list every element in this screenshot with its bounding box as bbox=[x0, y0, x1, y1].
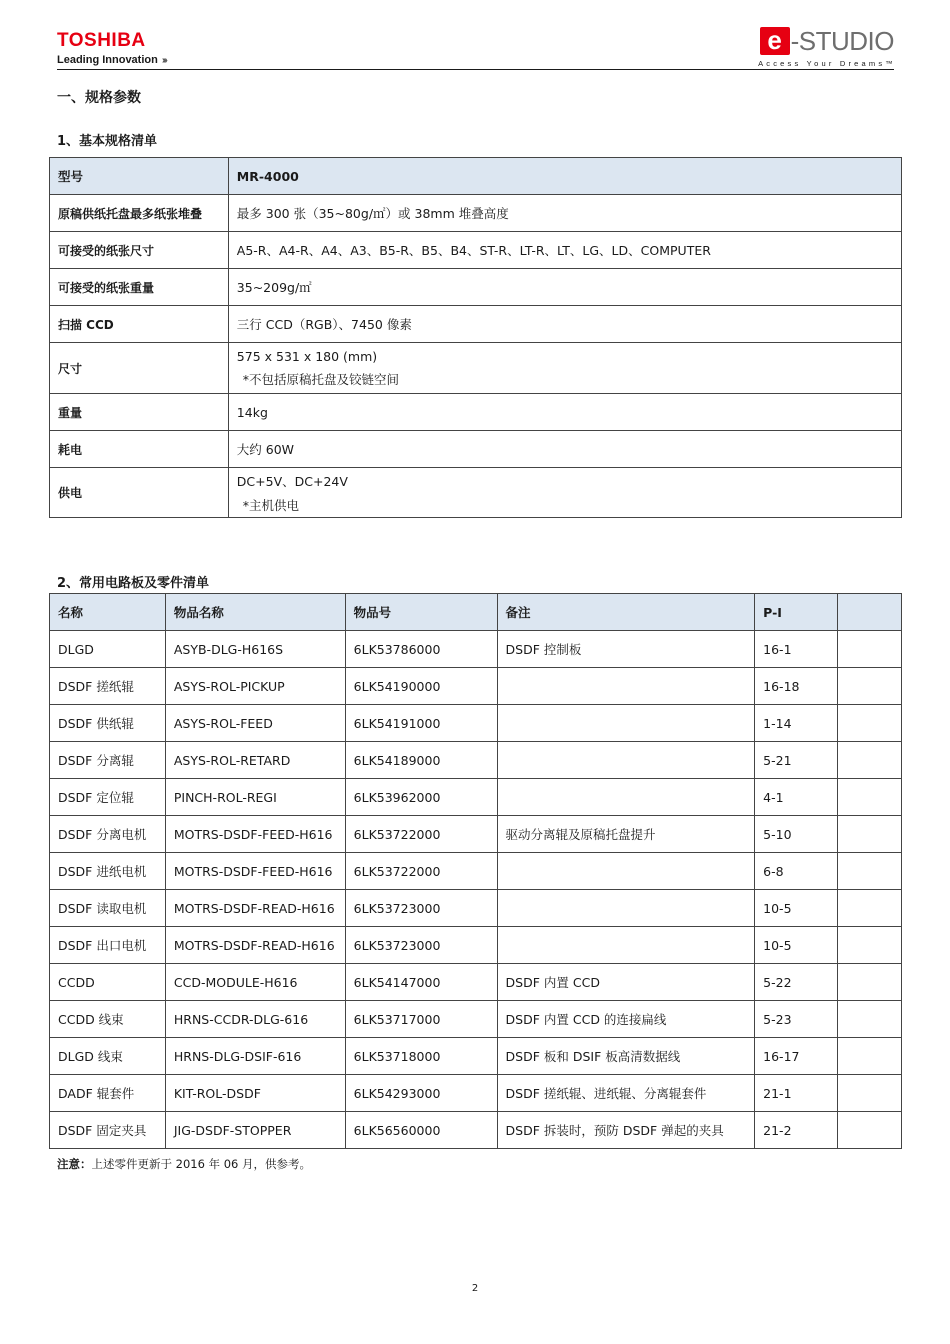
parts-table bbox=[49, 593, 902, 1149]
table-cell: DSDF 固定夹具 bbox=[50, 1112, 166, 1149]
table-cell bbox=[838, 668, 902, 705]
table-cell bbox=[838, 890, 902, 927]
table-cell bbox=[497, 927, 755, 964]
table-row bbox=[50, 705, 902, 742]
spec-value: 三行 CCD（RGB）、7450 像素 bbox=[228, 306, 901, 343]
table-cell: 驱动分离辊及原稿托盘提升 bbox=[497, 816, 755, 853]
table-cell: 16-18 bbox=[755, 668, 838, 705]
parts-column-header bbox=[838, 594, 902, 631]
spec-row bbox=[50, 431, 902, 468]
table-cell: CCDD 线束 bbox=[50, 1001, 166, 1038]
table-cell: DSDF 搓纸辊 bbox=[50, 668, 166, 705]
table-cell: 6LK53722000 bbox=[345, 816, 497, 853]
table-cell: DSDF 进纸电机 bbox=[50, 853, 166, 890]
table-cell: DSDF 读取电机 bbox=[50, 890, 166, 927]
table-cell bbox=[497, 853, 755, 890]
estudio-logo bbox=[758, 25, 894, 68]
estudio-tagline: Access Your Dreams™ bbox=[758, 59, 896, 68]
page-header bbox=[57, 25, 896, 70]
table-cell: MOTRS-DSDF-READ-H616 bbox=[165, 890, 345, 927]
table-row bbox=[50, 816, 902, 853]
table-cell: DSDF 拆装时，预防 DSDF 弹起的夹具 bbox=[497, 1112, 755, 1149]
spec-label: 可接受的纸张重量 bbox=[50, 269, 229, 306]
table-cell: CCD-MODULE-H616 bbox=[165, 964, 345, 1001]
table-row bbox=[50, 1001, 902, 1038]
spec-row bbox=[50, 468, 902, 518]
table-cell: DSDF 供纸辊 bbox=[50, 705, 166, 742]
spec-label: 重量 bbox=[50, 394, 229, 431]
table-cell: DSDF 内置 CCD bbox=[497, 964, 755, 1001]
table-cell bbox=[838, 1001, 902, 1038]
page-number: 2 bbox=[471, 1283, 479, 1294]
parts-column-header: 物品号 bbox=[345, 594, 497, 631]
table-cell: DLGD bbox=[50, 631, 166, 668]
table-cell: 6LK54191000 bbox=[345, 705, 497, 742]
table-row bbox=[50, 964, 902, 1001]
spec-label: 耗电 bbox=[50, 431, 229, 468]
table-cell: CCDD bbox=[50, 964, 166, 1001]
table-cell: HRNS-CCDR-DLG-616 bbox=[165, 1001, 345, 1038]
table-cell: 21-1 bbox=[755, 1075, 838, 1112]
table-cell bbox=[838, 816, 902, 853]
spec-row bbox=[50, 269, 902, 306]
chevron-arrows-icon: ››› bbox=[161, 55, 166, 66]
spec-value-note: *主机供电 bbox=[242, 497, 300, 513]
spec-table bbox=[49, 157, 902, 518]
table-cell bbox=[497, 705, 755, 742]
table-cell bbox=[838, 742, 902, 779]
spec-value: 35~209g/㎡ bbox=[228, 269, 901, 306]
table-cell: 10-5 bbox=[755, 890, 838, 927]
table-cell bbox=[838, 1112, 902, 1149]
table-cell: HRNS-DLG-DSIF-616 bbox=[165, 1038, 345, 1075]
table-cell: DADF 辊套件 bbox=[50, 1075, 166, 1112]
brand-tagline bbox=[57, 53, 166, 68]
table-cell: DSDF 搓纸辊、进纸辊、分离辊套件 bbox=[497, 1075, 755, 1112]
table-cell: 6LK56560000 bbox=[345, 1112, 497, 1149]
table-cell: 5-22 bbox=[755, 964, 838, 1001]
footnote-label: 注意： bbox=[57, 1157, 92, 1171]
table-cell bbox=[838, 1038, 902, 1075]
table-cell bbox=[497, 890, 755, 927]
table-cell: 6LK53717000 bbox=[345, 1001, 497, 1038]
footnote-text: 上述零件更新于 2016 年 06 月，供参考。 bbox=[91, 1157, 312, 1171]
table-cell: 6LK53723000 bbox=[345, 890, 497, 927]
table-row bbox=[50, 1112, 902, 1149]
spec-row bbox=[50, 232, 902, 269]
table-cell: MOTRS-DSDF-FEED-H616 bbox=[165, 853, 345, 890]
table-cell bbox=[838, 779, 902, 816]
table-cell bbox=[838, 631, 902, 668]
spec-value bbox=[228, 343, 901, 394]
table-cell: 6LK54190000 bbox=[345, 668, 497, 705]
table-cell: ASYS-ROL-FEED bbox=[165, 705, 345, 742]
table-cell bbox=[838, 964, 902, 1001]
table-cell: 6LK53786000 bbox=[345, 631, 497, 668]
spec-value-note: *不包括原稿托盘及铰链空间 bbox=[242, 371, 400, 387]
table-row bbox=[50, 1038, 902, 1075]
table-row bbox=[50, 890, 902, 927]
table-cell bbox=[838, 705, 902, 742]
parts-column-header: 名称 bbox=[50, 594, 166, 631]
header-divider bbox=[57, 69, 894, 70]
table-cell: 5-23 bbox=[755, 1001, 838, 1038]
spec-label: 供电 bbox=[50, 468, 229, 518]
spec-value: 大约 60W bbox=[228, 431, 901, 468]
spec-row bbox=[50, 195, 902, 232]
table-cell: 6LK53722000 bbox=[345, 853, 497, 890]
brand-name: TOSHIBA bbox=[57, 30, 146, 51]
spec-label: 可接受的纸张尺寸 bbox=[50, 232, 229, 269]
table-cell: DSDF 分离电机 bbox=[50, 816, 166, 853]
table-row bbox=[50, 779, 902, 816]
table-cell: 5-10 bbox=[755, 816, 838, 853]
table-cell: DSDF 出口电机 bbox=[50, 927, 166, 964]
table-cell: 4-1 bbox=[755, 779, 838, 816]
table-cell: DSDF 分离辊 bbox=[50, 742, 166, 779]
parts-column-header: 物品名称 bbox=[165, 594, 345, 631]
spec-value-main: 575 x 531 x 180 (mm) bbox=[236, 348, 378, 364]
spec-model-value: MR-4000 bbox=[228, 158, 901, 195]
table-cell: MOTRS-DSDF-FEED-H616 bbox=[165, 816, 345, 853]
footnote bbox=[57, 1156, 311, 1172]
spec-value: A5-R、A4-R、A4、A3、B5-R、B5、B4、ST-R、LT-R、LT、LG、LD、COMPUTER bbox=[228, 232, 901, 269]
table-cell: ASYS-ROL-PICKUP bbox=[165, 668, 345, 705]
table-cell bbox=[838, 927, 902, 964]
table-cell: 5-21 bbox=[755, 742, 838, 779]
spec-row bbox=[50, 306, 902, 343]
estudio-wordmark: -STUDIO bbox=[790, 26, 894, 56]
table-cell: 6LK54147000 bbox=[345, 964, 497, 1001]
table-cell: 1-14 bbox=[755, 705, 838, 742]
estudio-e-mark: e bbox=[760, 27, 790, 55]
table-cell: DLGD 线束 bbox=[50, 1038, 166, 1075]
spec-header-row bbox=[50, 158, 902, 195]
spec-value: 最多 300 张（35~80g/㎡）或 38mm 堆叠高度 bbox=[228, 195, 901, 232]
table-cell: DSDF 内置 CCD 的连接扁线 bbox=[497, 1001, 755, 1038]
table-cell: PINCH-ROL-REGI bbox=[165, 779, 345, 816]
table-cell bbox=[838, 1075, 902, 1112]
table-cell: DSDF 板和 DSIF 板高清数据线 bbox=[497, 1038, 755, 1075]
parts-column-header: 备注 bbox=[497, 594, 755, 631]
table-cell: 21-2 bbox=[755, 1112, 838, 1149]
table-cell: KIT-ROL-DSDF bbox=[165, 1075, 345, 1112]
table-row bbox=[50, 853, 902, 890]
table-cell: 6-8 bbox=[755, 853, 838, 890]
spec-row bbox=[50, 343, 902, 394]
spec-row bbox=[50, 394, 902, 431]
table-row bbox=[50, 631, 902, 668]
table-row bbox=[50, 668, 902, 705]
spec-value bbox=[228, 468, 901, 518]
table-cell: 6LK54189000 bbox=[345, 742, 497, 779]
table-row bbox=[50, 927, 902, 964]
table-cell bbox=[497, 668, 755, 705]
spec-model-label: 型号 bbox=[50, 158, 229, 195]
parts-column-header: P-I bbox=[755, 594, 838, 631]
table-cell: DSDF 控制板 bbox=[497, 631, 755, 668]
section-title: 一、规格参数 bbox=[57, 90, 141, 106]
table-row bbox=[50, 742, 902, 779]
table-cell: ASYS-ROL-RETARD bbox=[165, 742, 345, 779]
table-cell: 6LK53723000 bbox=[345, 927, 497, 964]
table-cell: 16-17 bbox=[755, 1038, 838, 1075]
tagline-text: Leading Innovation bbox=[57, 54, 158, 66]
table-cell: DSDF 定位辊 bbox=[50, 779, 166, 816]
table-cell: 6LK54293000 bbox=[345, 1075, 497, 1112]
table-cell: 6LK53718000 bbox=[345, 1038, 497, 1075]
table-cell: JIG-DSDF-STOPPER bbox=[165, 1112, 345, 1149]
table-cell: 16-1 bbox=[755, 631, 838, 668]
toshiba-logo bbox=[57, 30, 166, 68]
table-cell: ASYB-DLG-H616S bbox=[165, 631, 345, 668]
table-cell bbox=[838, 853, 902, 890]
spec-value: 14kg bbox=[228, 394, 901, 431]
table-cell: 6LK53962000 bbox=[345, 779, 497, 816]
spec-table-title: 1、基本规格清单 bbox=[57, 134, 158, 149]
table-cell bbox=[497, 742, 755, 779]
spec-label: 扫描 CCD bbox=[50, 306, 229, 343]
spec-label: 尺寸 bbox=[50, 343, 229, 394]
parts-table-title: 2、常用电路板及零件清单 bbox=[57, 576, 210, 591]
table-cell bbox=[497, 779, 755, 816]
table-cell: 10-5 bbox=[755, 927, 838, 964]
table-row bbox=[50, 1075, 902, 1112]
table-cell: MOTRS-DSDF-READ-H616 bbox=[165, 927, 345, 964]
spec-label: 原稿供纸托盘最多纸张堆叠 bbox=[50, 195, 229, 232]
parts-header-row bbox=[50, 594, 902, 631]
spec-value-main: DC+5V、DC+24V bbox=[236, 473, 348, 489]
